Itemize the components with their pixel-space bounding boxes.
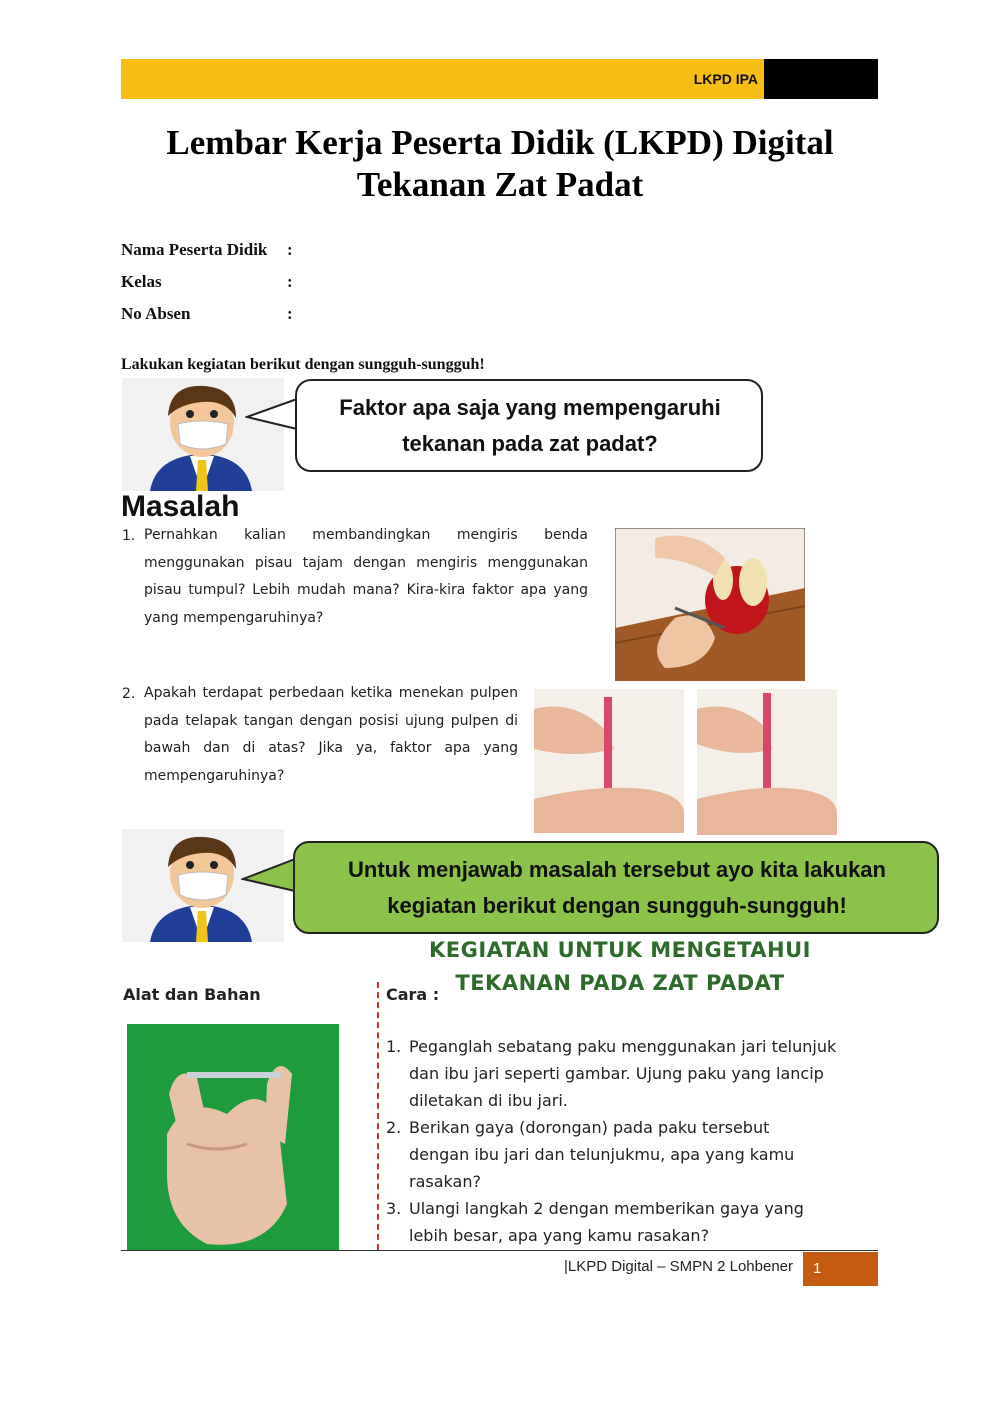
masalah-heading: Masalah [121,490,240,523]
page-number: 1 [803,1252,878,1286]
activity-title [420,934,820,1000]
header-black-block [764,59,878,99]
speech-bubble-question-text [300,390,760,462]
form-label-absen: No Absen [121,304,191,323]
instruction-text: Lakukan kegiatan berikut dengan sungguh-sungguh! [121,356,485,373]
step-2-line-3: rasakan? [409,1172,481,1191]
step-1-number: 1. [386,1037,402,1056]
bubble-pointer-1 [245,395,301,435]
problem-1-text: Pernahkan kalian membandingkan mengiris benda menggunakan pisau tajam dengan mengiris menggunakan pisau tumpul? Lebih mudah mana? Kira-kira faktor apa yang yang mempengaruhinya? [144,527,588,626]
bubble1-line-2: tekanan pada zat padat? [402,431,658,456]
title-line-1: Lembar Kerja Peserta Didik (LKPD) Digital [166,123,834,162]
bubble1-line-1: Faktor apa saja yang mempengaruhi [339,395,721,420]
footer-text: |LKPD Digital – SMPN 2 Lohbener [563,1258,793,1275]
apple-cutting-image [615,528,805,681]
page-title [100,122,900,206]
pen-press-image-1 [534,689,684,833]
step-1 [386,1033,886,1114]
nail-hand-image [127,1024,339,1250]
pen-press-image-2 [697,689,837,835]
step-1-line-1: Peganglah sebatang paku menggunakan jari telunjuk [409,1037,837,1056]
steps-list [386,1033,886,1249]
activity-title-line-2: TEKANAN PADA ZAT PADAT [455,971,785,995]
step-3-number: 3. [386,1199,402,1218]
problem-2-number: 2. [122,686,136,702]
step-2-line-1: Berikan gaya (dorongan) pada paku tersebut [409,1118,770,1137]
step-3-line-1: Ulangi langkah 2 dengan memberikan gaya yang [409,1199,804,1218]
form-label-name: Nama Peserta Didik [121,240,268,259]
form-colon-name: : [287,240,293,259]
form-label-class: Kelas [121,272,162,291]
bubble2-line-2: kegiatan berikut dengan sungguh-sungguh! [387,893,847,918]
step-1-line-3: diletakan di ibu jari. [409,1091,568,1110]
step-2-line-2: dengan ibu jari dan telunjukmu, apa yang kamu [409,1145,795,1164]
form-colon-absen: : [287,304,293,323]
step-2 [386,1114,886,1195]
speech-bubble-call-to-action-text [300,852,934,924]
step-3-line-2: lebih besar, apa yang kamu rasakan? [409,1226,710,1245]
step-2-number: 2. [386,1118,402,1137]
header-tag: LKPD IPA [693,71,758,87]
bubble-pointer-2 [241,855,299,897]
problem-2-text: Apakah terdapat perbedaan ketika menekan pulpen pada telapak tangan dengan posisi ujung pulpen di bawah dan di atas? Jika ya, faktor apa yang mempengaruhinya? [144,685,518,784]
form-colon-class: : [287,272,293,291]
step-3 [386,1195,886,1249]
activity-title-line-1: KEGIATAN UNTUK MENGETAHUI [429,938,811,962]
method-heading: Cara : [386,985,440,1004]
bubble2-line-1: Untuk menjawab masalah tersebut ayo kita lakukan [348,857,886,882]
tools-heading: Alat dan Bahan [123,985,261,1004]
problem-1-number: 1. [122,528,136,544]
title-line-2: Tekanan Zat Padat [356,165,644,204]
footer-divider [121,1250,878,1251]
step-1-line-2: dan ibu jari seperti gambar. Ujung paku yang lancip [409,1064,824,1083]
column-divider [377,982,379,1250]
